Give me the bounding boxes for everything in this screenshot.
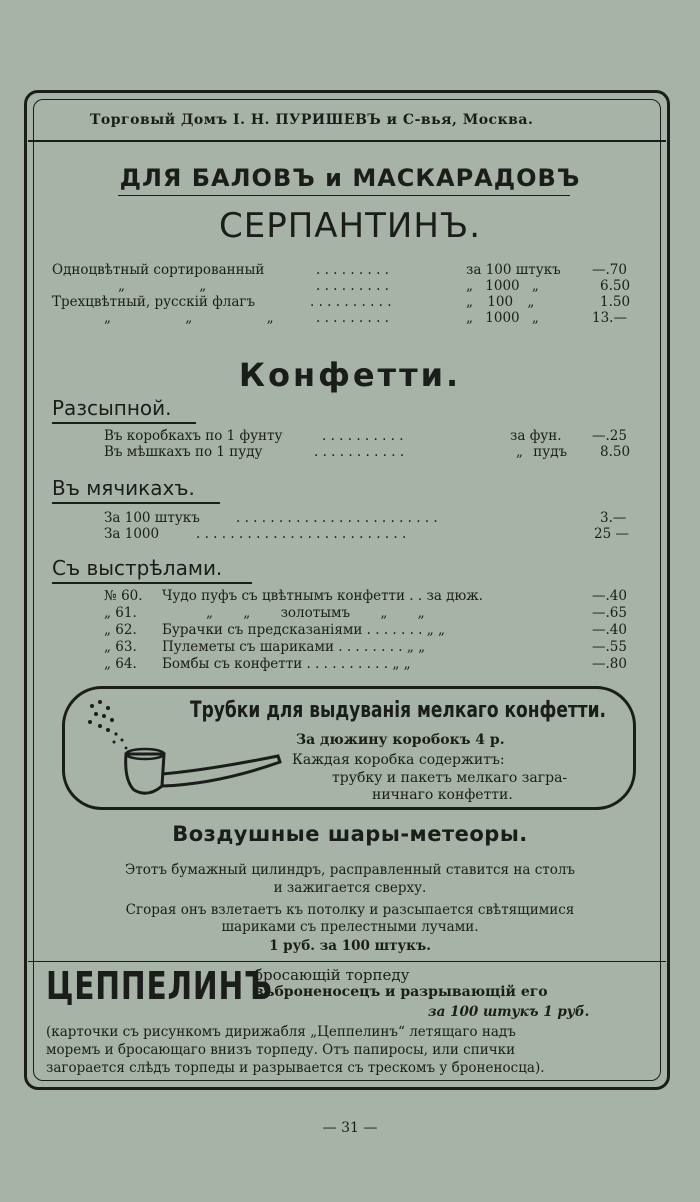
serpentine-title: СЕРПАНТИНЪ. <box>219 206 481 246</box>
section-title-underline <box>118 195 570 196</box>
serpentine-row-price: 6.50 <box>600 278 631 294</box>
shots-row-price: —.40 <box>592 588 627 604</box>
leader-dots: . . . . . . . . . . . . . . . . . . . . . . . . <box>236 510 438 526</box>
tubes-line: Каждая коробка содержитъ: <box>292 752 505 768</box>
shots-underline <box>52 582 252 584</box>
page-header: Торговый Домъ І. Н. ПУРИШЕВЪ и С-вья, Москва. <box>90 112 534 128</box>
loose-row-price: 8.50 <box>600 444 631 460</box>
loose-row-name: Въ мѣшкахъ по 1 пуду <box>104 444 263 460</box>
tubes-line: трубку и пакетъ мелкаго загра- <box>332 770 568 786</box>
confetti-title: Конфетти. <box>238 356 462 394</box>
balls-row-price: 3.— <box>600 510 627 526</box>
serpentine-row-qty: „ 1000 „ <box>466 278 539 294</box>
header-rule <box>28 140 666 142</box>
balls-row-name: За 1000 <box>104 526 160 542</box>
balls-row-price: 25 — <box>594 526 629 542</box>
serpentine-row-price: 1.50 <box>600 294 631 310</box>
serpentine-row-name: Одноцвѣтный сортированный <box>52 262 265 278</box>
meteors-line: шариками съ прелестными лучами. <box>221 919 479 935</box>
meteors-line: Этотъ бумажный цилиндръ, расправленный ставится на столъ <box>124 862 576 878</box>
shots-row-name: Бомбы съ конфетти . . . . . . . . . . „ „ <box>162 656 411 672</box>
shots-row-name: Бурачки съ предсказаніями . . . . . . . „ „ <box>162 622 446 638</box>
shots-row-no: „ 61. <box>104 605 137 621</box>
leader-dots: . . . . . . . . . . . <box>314 444 405 460</box>
leader-dots: . . . . . . . . . <box>316 262 389 278</box>
balls-underline <box>52 502 220 504</box>
loose-row-price: —.25 <box>592 428 627 444</box>
shots-row-no: „ 63. <box>104 639 137 655</box>
divider <box>28 961 666 962</box>
shots-row-price: —.55 <box>592 639 627 655</box>
zeppelin-note: загорается слѣдъ торпеды и разрывается съ трескомъ у броненосца). <box>46 1060 545 1076</box>
loose-underline <box>52 422 196 424</box>
shots-row-price: —.80 <box>592 656 627 672</box>
serpentine-row-qty: за 100 штукъ <box>466 262 561 278</box>
loose-row-unit: „ пудъ <box>516 444 568 460</box>
meteors-line: Сгорая онъ взлетаетъ къ потолку и разсыпается свѣтящимися <box>125 902 575 918</box>
zeppelin-line: бросающій торпеду <box>254 966 410 984</box>
shots-row-name: Пулеметы съ шариками . . . . . . . . „ „ <box>162 639 426 655</box>
leader-dots: . . . . . . . . . . <box>310 294 392 310</box>
section-title: ДЛЯ БАЛОВЪ и МАСКАРАДОВЪ <box>119 164 581 192</box>
serpentine-row-qty: „ 1000 „ <box>466 310 539 326</box>
shots-subtitle: Съ выстрѣлами. <box>52 556 223 580</box>
zeppelin-line: въброненосецъ и разрывающій его <box>254 984 548 1000</box>
shots-row-price: —.65 <box>592 605 627 621</box>
zeppelin-price: за 100 штукъ 1 руб. <box>428 1004 590 1020</box>
shots-row-no: „ 62. <box>104 622 137 638</box>
serpentine-row-price: 13.— <box>592 310 627 326</box>
shots-row-no: № 60. <box>104 588 143 604</box>
loose-row-name: Въ коробкахъ по 1 фунту <box>104 428 283 444</box>
serpentine-row-name: Трехцвѣтный, русскій флагъ <box>52 294 256 310</box>
serpentine-row-name: „ „ „ <box>104 310 274 326</box>
shots-row-name: Чудо пуфъ съ цвѣтнымъ конфетти . . за дюж. <box>162 588 483 604</box>
shots-row-price: —.40 <box>592 622 627 638</box>
balls-subtitle: Въ мячикахъ. <box>52 476 195 500</box>
serpentine-row-price: —.70 <box>592 262 627 278</box>
loose-subtitle: Разсыпной. <box>52 396 172 420</box>
shots-row-no: „ 64. <box>104 656 137 672</box>
leader-dots: . . . . . . . . . <box>316 278 389 294</box>
balls-row-name: За 100 штукъ <box>104 510 200 526</box>
serpentine-row-qty: „ 100 „ <box>466 294 535 310</box>
serpentine-row-name: „ „ <box>118 278 207 294</box>
tubes-price: За дюжину коробокъ 4 р. <box>296 732 505 748</box>
leader-dots: . . . . . . . . . . <box>322 428 404 444</box>
zeppelin-note: (карточки съ рисункомъ дирижабля „Цеппелинъ“ летящаго надъ <box>46 1024 516 1040</box>
page-number: — 31 — <box>322 1120 378 1136</box>
meteors-line: и зажигается сверху. <box>273 880 427 896</box>
meteors-title: Воздушные шары-метеоры. <box>172 822 528 846</box>
tubes-line: ничнаго конфетти. <box>372 787 513 803</box>
tubes-title: Трубки для выдуванія мелкаго конфетти. <box>190 698 607 723</box>
zeppelin-title: ЦЕППЕЛИНЪ <box>46 964 273 1008</box>
leader-dots: . . . . . . . . . . . . . . . . . . . . . . . . . <box>196 526 407 542</box>
shots-row-name: „ „ золотымъ „ „ <box>206 605 425 621</box>
zeppelin-note: моремъ и бросающаго внизъ торпеду. Отъ папиросы, или спички <box>46 1042 516 1058</box>
leader-dots: . . . . . . . . . <box>316 310 389 326</box>
meteors-price: 1 руб. за 100 штукъ. <box>269 938 431 954</box>
loose-row-unit: за фун. <box>510 428 562 444</box>
